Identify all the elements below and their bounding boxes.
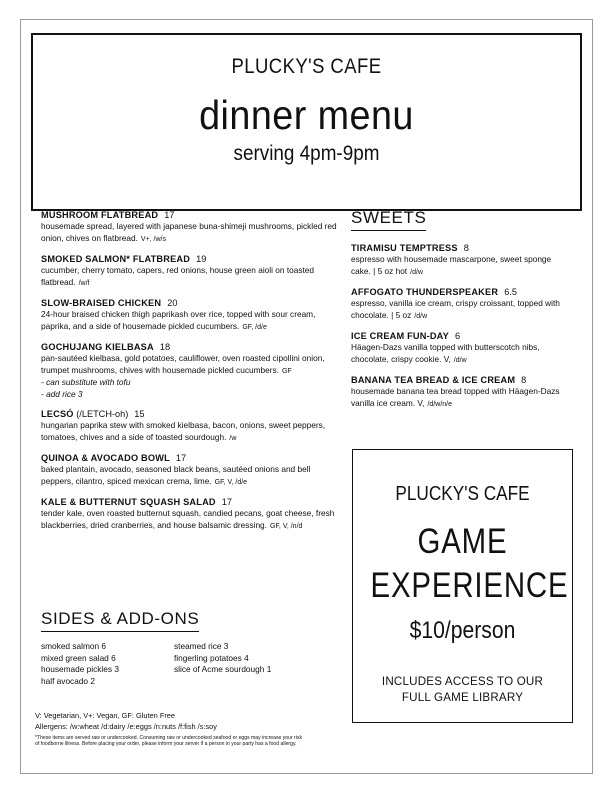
item-tags: GF, V, /d/e <box>214 478 248 486</box>
menu-item <box>41 496 341 532</box>
item-price: 17 <box>175 453 187 463</box>
item-tags: GF <box>281 367 292 375</box>
dessert-item <box>351 286 566 322</box>
menu-title: dinner menu <box>199 92 414 138</box>
item-price: 6 <box>455 331 461 341</box>
item-name: BANANA TEA BREAD & ICE CREAM <box>351 375 516 385</box>
item-name: ICE CREAM FUN-DAY <box>351 331 450 341</box>
item-description: hungarian paprika stew with smoked kielbasa, bacon, onions, sweet peppers, tomatoes, chives and a side of toasted sourdough. <box>41 420 326 442</box>
item-price: 8 <box>521 375 527 385</box>
item-tags: /d/w <box>410 268 423 276</box>
item-price: 8 <box>463 243 469 253</box>
item-price: 18 <box>159 342 171 352</box>
item-price: 15 <box>134 409 145 419</box>
food-safety-disclaimer: *These items are served raw or undercooked. Consuming raw or undercooked seafood or eggs may increase your risk of foodborne illness. Before placing your order, please inform your server if a person in your party has a food allergy. <box>35 735 302 748</box>
item-price: 19 <box>196 254 207 264</box>
menu-item <box>41 452 341 488</box>
game-includes: INCLUDES ACCESS TO OUR FULL GAME LIBRARY <box>381 675 544 704</box>
item-description: tender kale, oven roasted butternut squash, candied pecans, goat cheese, fresh blackberries, dried cranberries, and house balsamic dressing. <box>41 508 335 530</box>
side-item: housemade pickles 3 <box>41 664 119 674</box>
side-item: half avocado 2 <box>41 675 95 686</box>
menu-item <box>41 209 341 245</box>
item-note: - add rice 3 <box>41 388 83 399</box>
side-item: fingerling potatoes 4 <box>174 652 249 663</box>
item-price: 20 <box>167 298 178 308</box>
item-name: KALE & BUTTERNUT SQUASH SALAD <box>41 497 216 507</box>
item-tags: /w <box>229 434 237 442</box>
item-description: pan-sautéed kielbasa, gold potatoes, cauliflower, oven roasted cipollini onion, trumpet mushrooms, chives with housemade pickled cucumbers. <box>41 353 325 375</box>
item-name: AFFOGATO THUNDERSPEAKER <box>351 287 499 297</box>
pronunciation: (/LETCH-oh) <box>76 409 129 419</box>
item-tags: /w/f <box>78 279 90 287</box>
game-heading-line2: EXPERIENCE <box>370 566 569 605</box>
sweets-column <box>351 208 566 418</box>
item-description: espresso, vanilla ice cream, crispy croissant, topped with chocolate. | 5 oz <box>351 298 560 320</box>
item-tags: GF, V, /n/d <box>269 522 303 530</box>
game-price: $10/person <box>409 617 516 644</box>
item-description: Häagen-Dazs vanilla topped with butterscotch nibs, chocolate, crispy cookie. V, <box>351 342 540 364</box>
item-name: GOCHUJANG KIELBASA <box>41 342 154 352</box>
allergen-key: Allergens: /w:wheat /d:dairy /e:eggs /n:nuts /f:fish /s:soy <box>35 721 217 731</box>
item-tags: V+, /w/s <box>140 235 166 243</box>
item-tags: /d/w <box>453 356 467 364</box>
item-price: 17 <box>221 497 232 507</box>
game-experience-box <box>352 449 573 723</box>
menu-item <box>41 341 341 400</box>
item-price: 17 <box>164 210 175 220</box>
menu-item <box>41 297 341 333</box>
sides-list <box>41 641 341 687</box>
dessert-item <box>351 242 566 278</box>
item-name: SMOKED SALMON* FLATBREAD <box>41 254 191 264</box>
sides-section-title: SIDES & ADD-ONS <box>41 609 199 632</box>
menu-item <box>41 408 341 444</box>
mains-column <box>41 209 341 540</box>
item-note: - can substitute with tofu <box>41 377 131 387</box>
item-description: espresso with housemade mascarpone, sweet sponge cake. | 5 oz hot <box>351 254 552 276</box>
item-name: TIRAMISU TEMPTRESS <box>351 243 458 253</box>
item-name: QUINOA & AVOCADO BOWL <box>41 453 170 463</box>
side-item: mixed green salad 6 <box>41 652 116 663</box>
menu-item <box>41 253 341 289</box>
item-name: MUSHROOM FLATBREAD <box>41 210 159 220</box>
item-tags: /d/w <box>414 312 428 320</box>
serving-hours: serving 4pm-9pm <box>233 142 380 165</box>
item-description: housemade spread, layered with japanese buna-shimeji mushrooms, pickled red onion, chives on flatbread. <box>41 221 337 243</box>
item-name: LECSÓ <box>41 409 74 419</box>
game-heading-line1: GAME <box>417 522 508 561</box>
item-description: 24-hour braised chicken thigh paprikash over rice, topped with sour cream, paprika, and a side of housemade pickled cucumbers. <box>41 309 316 331</box>
side-item: steamed rice 3 <box>174 641 229 651</box>
item-name: SLOW-BRAISED CHICKEN <box>41 298 162 308</box>
item-description: baked plantain, avocado, seasoned black beans, sautéed onions and bell peppers, cilantro, spiced mexican crema, lime. <box>41 464 311 486</box>
game-cafe-name: PLUCKY'S CAFE <box>395 483 530 505</box>
item-description: cucumber, cherry tomato, capers, red onions, house green aioli on toasted flatbread. <box>41 265 315 287</box>
dessert-item <box>351 374 566 410</box>
dietary-legend <box>35 711 340 732</box>
item-price: 6.5 <box>504 287 517 297</box>
side-item: slice of Acme sourdough 1 <box>174 664 272 674</box>
sweets-section-title: SWEETS <box>351 208 426 231</box>
menu-header <box>31 33 582 211</box>
dessert-item <box>351 330 566 366</box>
diet-key: V: Vegetarian, V+: Vegan, GF: Gluten Free <box>35 711 176 720</box>
item-description: housemade banana tea bread topped with Häagen-Dazs vanilla ice cream. V, <box>351 386 560 408</box>
cafe-name: PLUCKY'S CAFE <box>231 55 382 78</box>
item-tags: GF, /d/e <box>242 323 267 331</box>
side-item: smoked salmon 6 <box>41 641 107 651</box>
item-tags: /d/w/n/e <box>427 400 452 408</box>
